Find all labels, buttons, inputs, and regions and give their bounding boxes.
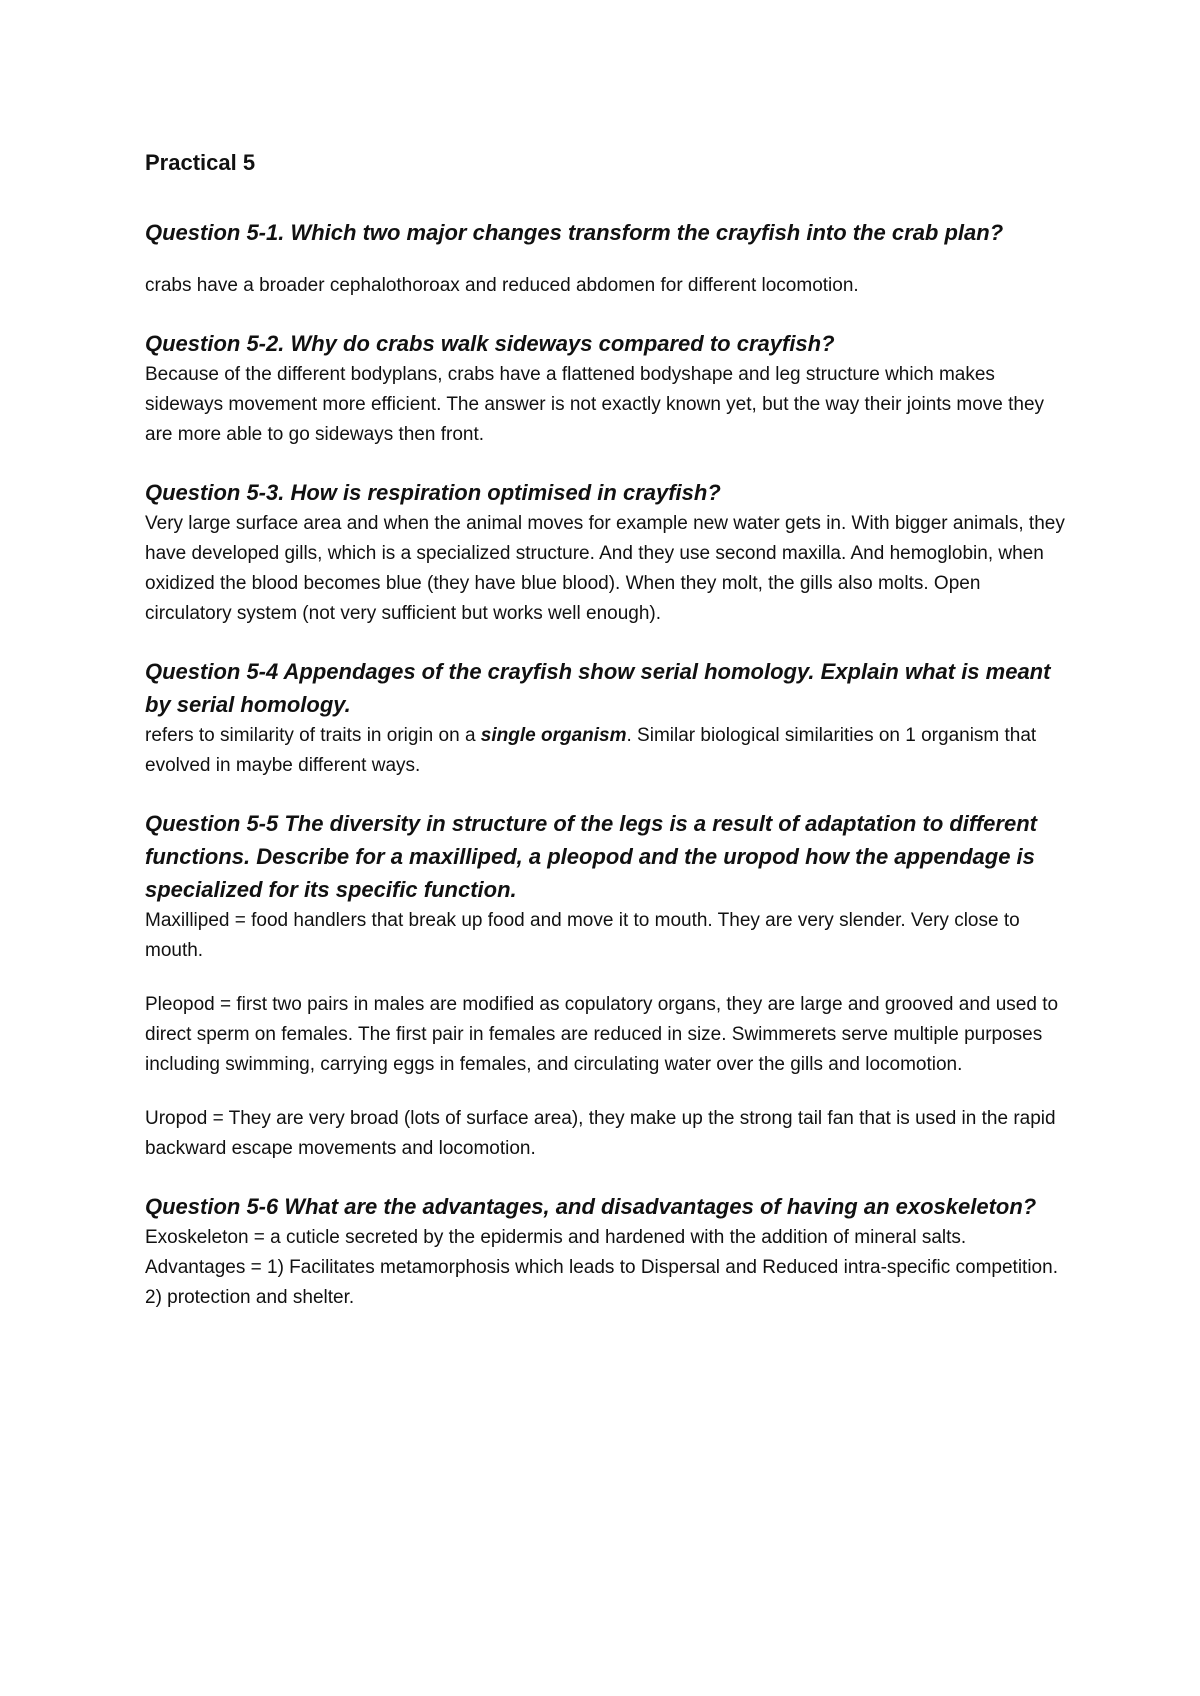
question-5-2: Question 5-2. Why do crabs walk sideways compared to crayfish? — [145, 331, 835, 356]
document-body — [145, 148, 1065, 1313]
question-5-4: Question 5-4 Appendages of the crayfish show serial homology. Explain what is meant by serial homology. — [145, 659, 1051, 717]
answer-5-5-pleopod: Pleopod = first two pairs in males are modified as copulatory organs, they are large and grooved and used to direct sperm on females. The first pair in females are reduced in size. Swimmerets serve multiple purposes including swimming, carrying eggs in females, and circulating water over the gills and locomotion. — [145, 994, 1059, 1075]
answer-5-5-maxilliped: Maxilliped = food handlers that break up food and move it to mouth. They are very slender. Very close to mouth. — [145, 910, 1020, 961]
answer-5-4-part-1: refers to similarity of traits in origin on a — [145, 725, 481, 746]
question-5-6: Question 5-6 What are the advantages, and disadvantages of having an exoskeleton? — [145, 1194, 1037, 1219]
answer-5-2: Because of the different bodyplans, crabs have a flattened bodyshape and leg structure which makes sideways movement more efficient. The answer is not exactly known yet, but the way their joints move they are more able to go sideways then front. — [145, 364, 1045, 445]
question-5-3: Question 5-3. How is respiration optimised in crayfish? — [145, 480, 721, 505]
answer-5-4-part-2: . Similar biological similarities on 1 organism that evolved in maybe different ways. — [145, 725, 1037, 776]
question-5-5: Question 5-5 The diversity in structure of the legs is a result of adaptation to different functions. Describe for a maxilliped, a pleopod and the uropod how the appendage is specialized for its specific function. — [145, 811, 1037, 902]
answer-5-1: crabs have a broader cephalothoroax and reduced abdomen for different locomotion. — [145, 275, 859, 296]
answer-5-5-uropod: Uropod = They are very broad (lots of surface area), they make up the strong tail fan that is used in the rapid backward escape movements and locomotion. — [145, 1108, 1056, 1159]
answer-5-4-emphasis: single organism — [480, 725, 627, 746]
answer-5-6: Exoskeleton = a cuticle secreted by the epidermis and hardened with the addition of mineral salts. Advantages = 1) Facilitates metamorphosis which leads to Dispersal and Reduced intra-specific competition. 2) protection and shelter. — [145, 1227, 1058, 1308]
answer-5-4 — [145, 721, 1065, 781]
question-5-1: Question 5-1. Which two major changes transform the crayfish into the crab plan? — [145, 220, 1004, 245]
document-title: Practical 5 — [145, 150, 256, 175]
answer-5-3: Very large surface area and when the animal moves for example new water gets in. With bigger animals, they have developed gills, which is a specialized structure. And they use second maxilla. And hemoglobin, when oxidized the blood becomes blue (they have blue blood). When they molt, the gills also molts. Open circulatory system (not very sufficient but works well enough). — [145, 513, 1065, 624]
